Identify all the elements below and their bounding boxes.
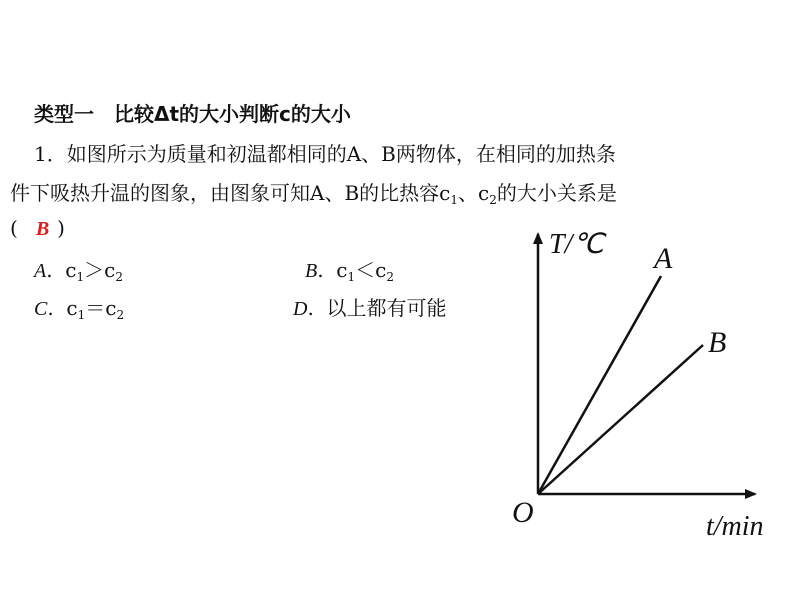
paren-open: ( — [10, 216, 18, 240]
subscript-2: 2 — [489, 193, 497, 207]
section-title: 类型一 比较Δt的大小判断c的大小 — [34, 102, 351, 126]
option-b-dot: . — [317, 258, 324, 282]
option-c-c: c — [66, 296, 78, 320]
question-line-2-mid: 、c — [457, 181, 490, 205]
option-a-c: c — [65, 258, 77, 282]
origin-label: O — [512, 496, 534, 529]
option-a-dot: . — [46, 258, 53, 282]
option-d-dot: . — [307, 296, 314, 320]
answer-text: B — [35, 218, 50, 240]
option-c — [34, 294, 124, 329]
option-a-sub1: 1 — [76, 270, 85, 284]
option-a-sub2: 2 — [115, 270, 123, 284]
x-axis-label: t/min — [706, 511, 764, 542]
question-line-1: 1．如图所示为质量和初温都相同的A、B两物体，在相同的加热条 — [34, 142, 616, 166]
option-a-letter: A — [34, 260, 47, 282]
subscript-1: 1 — [450, 193, 458, 207]
question-line-2-pre: 件下吸热升温的图象，由图象可知A、B的比热容c — [10, 181, 451, 205]
answer-line — [10, 214, 65, 243]
line-b-label: B — [708, 326, 727, 359]
question-line-2-post: 的大小关系是 — [496, 181, 617, 205]
option-a — [34, 256, 123, 291]
option-b — [305, 256, 394, 291]
y-axis-label: T/℃ — [549, 229, 604, 260]
option-c-letter: C — [34, 298, 48, 320]
option-d — [293, 294, 447, 323]
line-a — [538, 276, 661, 494]
option-c-dot: . — [47, 296, 54, 320]
option-c-op: ＝c — [85, 296, 117, 320]
line-a-label: A — [654, 242, 673, 275]
option-b-c: c — [336, 258, 348, 282]
option-b-op: ＜c — [355, 258, 387, 282]
option-b-letter: B — [305, 260, 318, 282]
question-line-2 — [10, 179, 617, 214]
temperature-time-graph — [500, 220, 790, 550]
option-c-sub1: 1 — [77, 308, 86, 322]
paren-close: ) — [57, 216, 65, 240]
option-d-letter: D — [293, 298, 308, 320]
option-b-sub2: 2 — [386, 270, 394, 284]
option-a-op: ＞c — [84, 258, 116, 282]
option-b-sub1: 1 — [347, 270, 356, 284]
option-d-text: 以上都有可能 — [326, 296, 447, 320]
line-b — [538, 345, 703, 494]
option-c-sub2: 2 — [116, 308, 125, 322]
